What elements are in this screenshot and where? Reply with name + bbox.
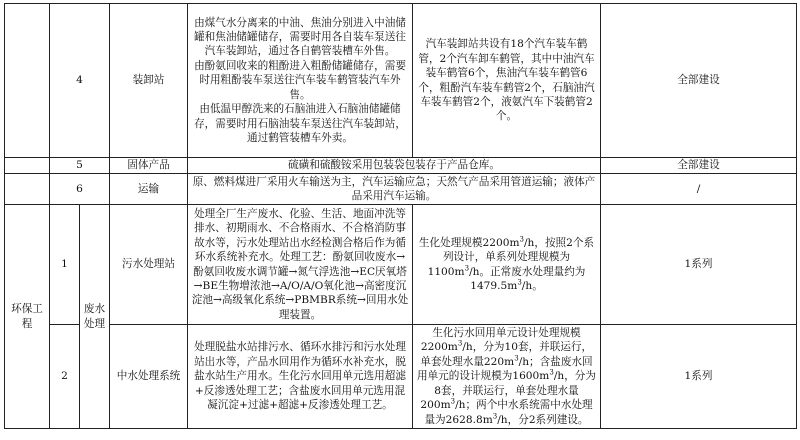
- table-row-transport: [5, 174, 797, 205]
- empty-category-cell: [5, 4, 50, 158]
- construction-status: 全部建设: [601, 4, 797, 158]
- table-row-solid-products: [5, 158, 797, 174]
- item-name: 装卸站: [110, 4, 188, 158]
- item-name: 固体产品: [110, 158, 188, 174]
- row-number: 1: [50, 205, 80, 325]
- item-name: 运输: [110, 174, 188, 205]
- table-row-loading-station: [5, 4, 797, 158]
- description-paragraph: 由低温甲醇洗来的石脑油进入石脑油储罐储存，需要时用石脑油装车泵送往汽车装卸站，通过鹤管装槽车外卖。: [194, 103, 406, 144]
- empty-category-cell: [5, 174, 50, 205]
- item-description: 处理全厂生产废水、化验、生活、地面冲洗等排水、初期雨水、不合格雨水、不合格消防事故水等，污水处理站出水经检测合格后作为循环水系统补充水。处理工艺：酚氨回收废水→酚氨回收废水调节罐→氮气浮选池→EC厌氧塔→BE生物增浓池→A/O/A/O氧化池→高密度沉淀池→高级氧化系统→PBMBR系统→回用水处理装置。: [188, 205, 413, 325]
- item-scale: 汽车装卸站共设有18个汽车装车鹤管，2个汽车卸车鹤管，其中中油汽车装车鹤管6个，焦油汽车装车鹤管6个，粗酚汽车装车鹤管2个，石脑油汽车装车鹤管2个，液氨汽车下装鹤管2个。: [413, 4, 601, 158]
- table-row-reclaimed-water: [5, 325, 797, 429]
- construction-status: 1系列: [601, 205, 797, 325]
- empty-category-cell: [5, 158, 50, 174]
- construction-status: 全部建设: [601, 158, 797, 174]
- description-paragraph: 由酚氨回收来的粗酚进入粗酚储罐储存，需要时用粗酚装车泵送往汽车装车鹤管装汽车外售。: [194, 59, 406, 101]
- row-number: 5: [50, 158, 110, 174]
- project-composition-table: [4, 3, 797, 429]
- item-description: 原、燃料煤进厂采用火车输送为主，汽车运输应急；天然气产品采用管道运输；液体产品采用汽车运输。: [188, 174, 601, 205]
- item-description: [188, 4, 413, 158]
- row-number: 2: [50, 325, 80, 429]
- item-scale: 生化处理规模$2200m^3/h$，按照2个系列设计，单系列处理规模为$1100m^3/h$。正常废水处理量约为$1479.5m^3/h$。: [413, 205, 601, 325]
- row-number: 6: [50, 174, 110, 205]
- item-description: 处理脱盐水站排污水、循环水排污和污水处理站出水等，产品水回用作为循环水补充水，脱盐水站生产用水。生化污水回用单元选用超滤+反渗透处理工艺；含盐废水回用单元选用混凝沉淀+过滤+超滤+反渗透处理工艺。: [188, 325, 413, 429]
- item-scale: 生化污水回用单元设计处理规模$2200m^3/h$，分为10套，并联运行，单套处理水量$220m^3/h$；含盐废水回用单元的设计规模为$1600m^3/h$，分为8套，并联运行，单套处理水量$200m^3/h$；两个中水系统需中水处理量为$2628.8m^3/h$，分2系列建设。: [413, 325, 601, 429]
- subcategory-wastewater: 废水处理: [80, 205, 110, 429]
- construction-status: 1系列: [601, 325, 797, 429]
- table-row-sewage-station: [5, 205, 797, 325]
- construction-status: /: [601, 174, 797, 205]
- category-environmental: 环保工程: [5, 205, 50, 429]
- item-name: 中水处理系统: [110, 325, 188, 429]
- item-description: 硫磺和硫酸铵采用包装袋包装存于产品仓库。: [188, 158, 601, 174]
- row-number: 4: [50, 4, 110, 158]
- item-name: 污水处理站: [110, 205, 188, 325]
- description-paragraph: 由煤气水分离来的中油、焦油分别进入中油储罐和焦油储罐储存，需要时用各自装车泵送往汽车装卸站，通过各自鹤管装槽车外售。: [194, 16, 406, 58]
